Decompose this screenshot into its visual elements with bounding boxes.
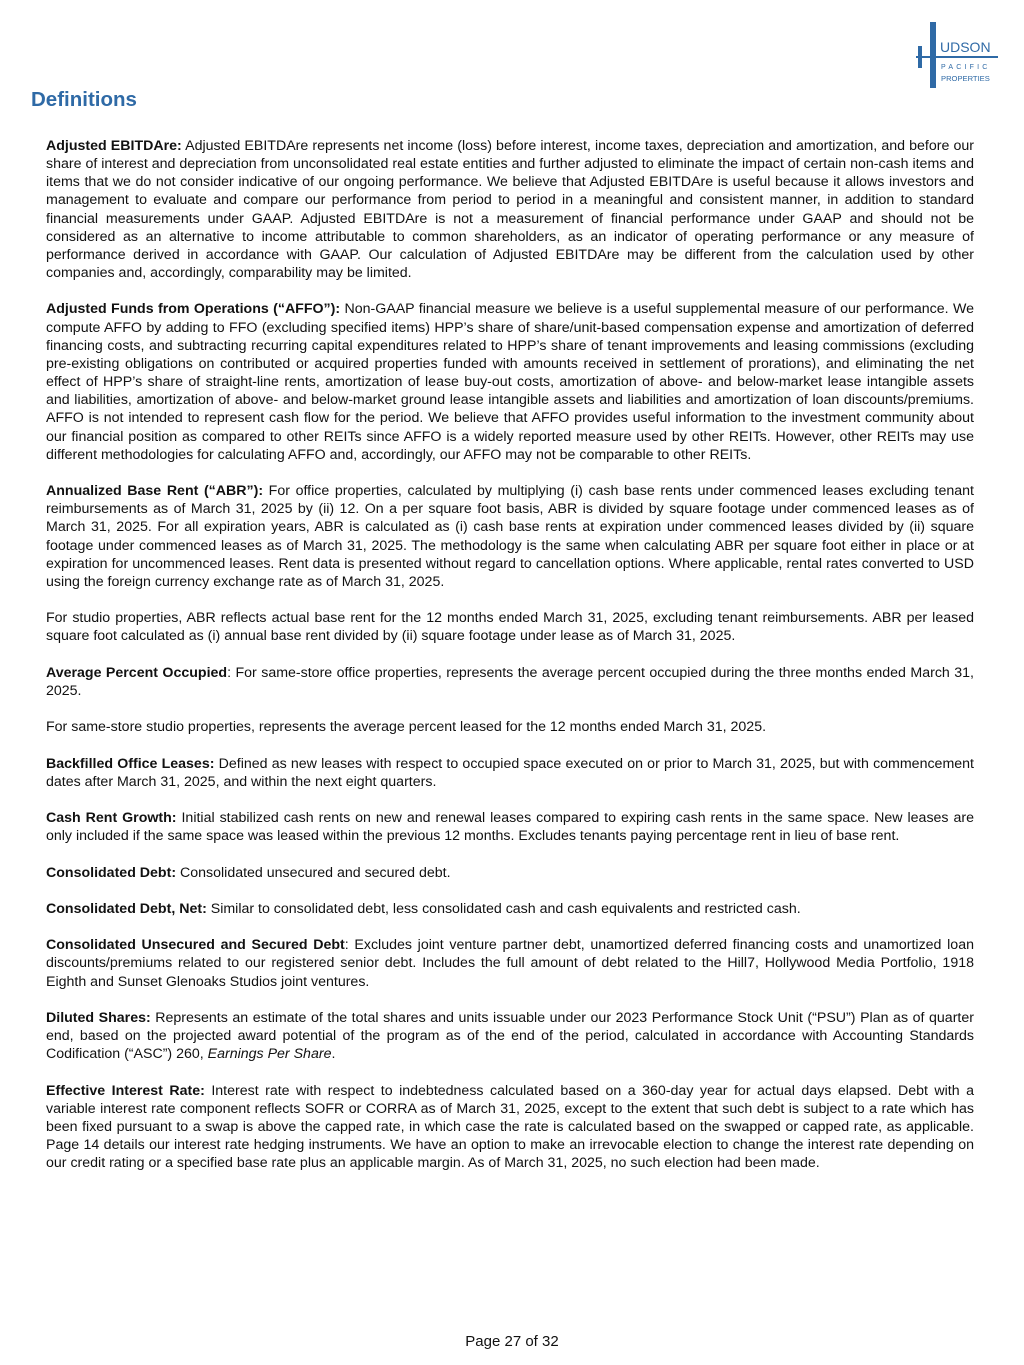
definition-text: Non-GAAP financial measure we believe is a useful supplemental measure of our performance. We compute AFFO by adding to FFO (excluding specified items) HPP’s share of share/unit-based compensation expense and amortization of deferred financing costs, and subtracting recurring capital expenditures related to HPP’s share of tenant improvements and leasing commissions (excluding pre-existing obligations on contributed or acquired properties funded with amounts received in settlement of prorations), and eliminating the net effect of HPP’s share of straight-line rents, amortization of lease buy-out costs, amortization of above- and below-market lease intangible assets and liabilities, amortization of above- and below-market ground lease intangible assets and liabilities and amortization of loan discounts/premiums. AFFO is not intended to represent cash flow for the period. We believe that AFFO provides useful information to the investment community about our financial position as compared to other REITs since AFFO is a widely reported measure used by other REITs. However, other REITs may use different methodologies for calculating AFFO and, accordingly, our AFFO may not be comparable to other REITs. [46, 301, 974, 463]
definition-text: Defined as new leases with respect to occupied space executed on or prior to March 31, 2025, but with commencement dates after March 31, 2025, and within the next eight quarters. [46, 755, 974, 790]
definition-paragraph [46, 482, 974, 591]
definition-separator: : [227, 664, 232, 681]
definition-paragraph [46, 137, 974, 282]
definition-text: Excludes joint venture partner debt, unamortized deferred financing costs and unamortized loan discounts/premiums related to our registered senior debt. Includes the full amount of debt related to the Hill7, Hollywood Media Portfolio, 1918 Eighth and Sunset Glenoaks Studios joint ventures. [46, 937, 974, 990]
definition-paragraph [46, 1082, 974, 1173]
definition-text: Represents an estimate of the total shares and units issuable under our 2023 Performance Stock Unit (“PSU”) Plan as of quarter end, based on the projected award potential of the program as of the end of the period, calculated in accordance with Accounting Standards Codification (“ASC”) 260, [46, 1009, 974, 1063]
page-number: Page 27 of 32 [465, 1333, 559, 1350]
page-title: Definitions [31, 88, 137, 111]
definition-text: For same-store studio properties, represents the average percent leased for the 12 months ended March 31, 2025. [46, 719, 767, 736]
definition-term: Annualized Base Rent (“ABR”): [46, 483, 264, 500]
definition-term: Average Percent Occupied [46, 664, 228, 681]
logo-text: UDSON [940, 39, 991, 55]
definition-text: For office properties, calculated by multiplying (i) cash base rents under commenced leases excluding tenant reimbursements as of March 31, 2025 by (ii) 12. On a per square foot basis, ABR is divided by square footage under commenced leases as of March 31, 2025. For all expiration years, ABR is calculated as (i) cash base rents at expiration under commenced leases divided by (ii) square footage under commenced leases as of March 31, 2025. The methodology is the same when calculating ABR per square foot either in place or at expiration for uncommenced leases. Rent data is presented without regard to cancellation options. Where applicable, rental rates converted to USD using the foreign currency exchange rate as of March 31, 2025. [46, 483, 974, 590]
definition-paragraph [46, 609, 974, 645]
definition-paragraph [46, 1009, 974, 1063]
definition-term: Adjusted EBITDAre: [46, 138, 182, 154]
definition-paragraph [46, 936, 974, 990]
definition-text: Interest rate with respect to indebtedness calculated based on a 360-day year for actual days elapsed. Debt with a variable interest rate component reflects SOFR or CORRA as of March 31, 2025, except to the extent that such debt is subject to a rate which has been fixed pursuant to a swap is above the capped rate, in which case the rate is calculated based on the swapped or capped rate, as applicable. Page 14 details our interest rate hedging instruments. We have an option to make an irrevocable election to change the interest rate depending on our credit rating or a specified base rate plus an applicable margin. As of March 31, 2025, no such election had been made. [46, 1082, 975, 1172]
definition-text: Similar to consolidated debt, less consolidated cash and cash equivalents and restricted cash. [206, 900, 801, 917]
definition-paragraph [46, 809, 974, 845]
definition-term: Consolidated Debt: [46, 864, 177, 881]
definition-text: Initial stabilized cash rents on new and renewal leases compared to expiring cash rents in the same space. New leases are only included if the same space was leased within the previous 12 months. Excludes tenants paying percentage rent in lieu of base rent. [46, 810, 974, 845]
definition-paragraph [46, 900, 974, 918]
definition-text: Consolidated unsecured and secured debt. [176, 864, 451, 881]
definition-text: For studio properties, ABR reflects actual base rent for the 12 months ended March 31, 2025, excluding tenant reimbursements. ABR per leased square foot calculated as (i) annual base rent divided by (ii) square footage under lease as of March 31, 2025. [46, 610, 974, 645]
definition-term: Consolidated Debt, Net: [46, 900, 207, 917]
svg-text:PROPERTIES: PROPERTIES [941, 74, 990, 83]
definitions-list [46, 137, 974, 1190]
definition-term: Adjusted Funds from Operations (“AFFO”): [46, 301, 341, 318]
hudson-pacific-logo [912, 20, 1004, 90]
definition-paragraph [46, 664, 974, 700]
definition-term: Diluted Shares: [46, 1009, 151, 1026]
definition-italic: Earnings Per Share [207, 1046, 332, 1063]
definition-term: Effective Interest Rate: [46, 1082, 205, 1099]
definition-paragraph [46, 755, 974, 791]
definition-term: Consolidated Unsecured and Secured Debt [46, 937, 345, 954]
definition-text: Adjusted EBITDAre represents net income (loss) before interest, income taxes, depreciation and amortization, and before our share of interest and depreciation from unconsolidated real estate entities and further adjusted to eliminate the impact of certain non-cash items and items that we do not consider indicative of our ongoing performance. We believe that Adjusted EBITDAre is useful because it allows investors and management to evaluate and compare our performance from period to period in a meaningful and consistent manner, in addition to standard financial measurements under GAAP. Adjusted EBITDAre is not a measurement of financial performance under GAAP and should not be considered as an alternative to income attributable to common shareholders, as an indicator of operating performance or any measure of performance derived in accordance with GAAP. Our calculation of Adjusted EBITDAre may be different from the calculation used by other companies and, accordingly, comparability may be limited. [46, 138, 974, 282]
definition-paragraph [46, 300, 974, 463]
definition-term: Backfilled Office Leases: [46, 755, 215, 772]
definition-paragraph [46, 864, 974, 882]
definition-text: For same-store office properties, represents the average percent occupied during the three months ended March 31, 2025. [46, 664, 974, 699]
definition-after: . [331, 1046, 336, 1063]
svg-text:PACIFIC: PACIFIC [941, 64, 991, 71]
definition-term: Cash Rent Growth: [46, 810, 177, 826]
definition-separator: : [344, 937, 349, 954]
definition-paragraph [46, 718, 974, 736]
